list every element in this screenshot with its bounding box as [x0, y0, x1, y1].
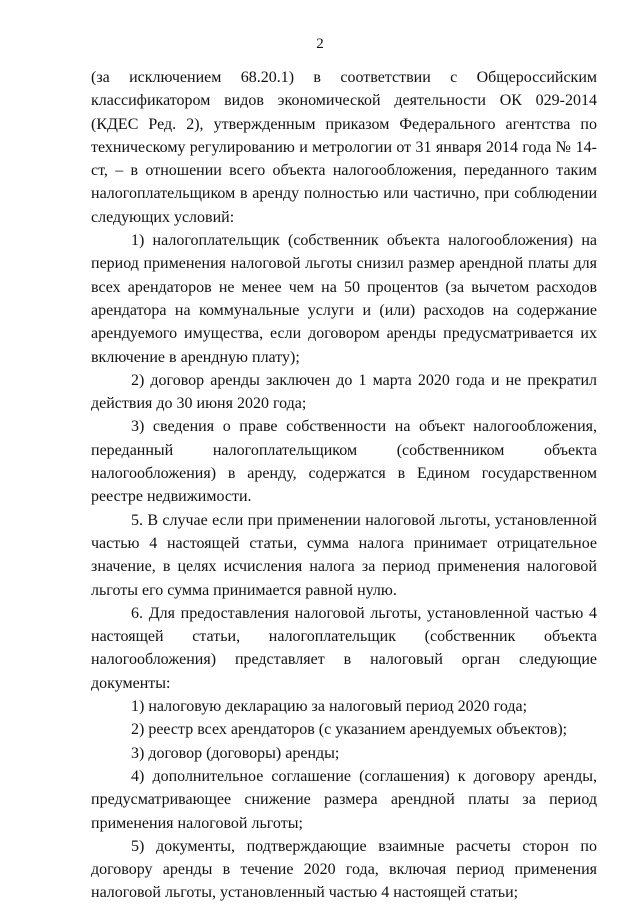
- paragraph-part-6: 6. Для предоставления налоговой льготы, установленной частью 4 настоящей статьи, налогоплательщик (собственник объекта налогообложения) представляет в налоговый орган следующие документы:: [91, 604, 597, 692]
- page-number: 2: [316, 36, 324, 52]
- paragraph-continuation: (за исключением 68.20.1) в соответствии с Общероссийским классификатором видов экономической деятельности ОК 029-2014 (КДЕС Ред. 2), утвержденным приказом Федерального агентства по техническому регулированию и метрологии от 31 января 2014 года № 14-ст, – в отношении всего объекта налогообложения, переданного таким налогоплательщиком в аренду полностью или частично, при соблюдении следующих условий:: [91, 69, 597, 226]
- list-item-document-4: 4) дополнительное соглашение (соглашения) к договору аренды, предусматривающее снижение размера арендной платы за период применения налоговой льготы;: [91, 767, 597, 832]
- list-item-document-3: 3) договор (договоры) аренды;: [131, 744, 340, 762]
- paragraph-condition-2: 2) договор аренды заключен до 1 марта 2020 года и не прекратил действия до 30 июня 2020 года;: [91, 371, 597, 413]
- paragraph-condition-1: 1) налогоплательщик (собственник объекта налогообложения) на период применения налоговой льготы снизил размер арендной платы для всех арендаторов не менее чем на 50 процентов (за вычетом расходов арендатора на коммунальные услуги и (или) расходов на содержание арендуемого имущества, если договором аренды предусматривается их включение в арендную плату);: [91, 232, 597, 366]
- paragraph-condition-3: 3) сведения о праве собственности на объект налогообложения, переданный налогоплательщиком (собственником объекта налогообложения) в аренду, содержатся в Едином государственном реестре недвижимости.: [91, 418, 597, 506]
- list-item-document-2: 2) реестр всех арендаторов (с указанием арендуемых объектов);: [131, 721, 568, 739]
- paragraph-part-5: 5. В случае если при применении налоговой льготы, установленной частью 4 настоящей статьи, сумма налога принимает отрицательное значение, в целях исчисления налога за период применения налоговой льготы его сумма принимается равной нулю.: [91, 511, 597, 599]
- list-item-document-1: 1) налоговую декларацию за налоговый период 2020 года;: [131, 698, 528, 716]
- list-item-document-5: 5) документы, подтверждающие взаимные расчеты сторон по договору аренды в течение 2020 года, включая период применения налоговой льготы, установленный частью 4 настоящей статьи;: [91, 837, 597, 902]
- document-body: [91, 66, 597, 905]
